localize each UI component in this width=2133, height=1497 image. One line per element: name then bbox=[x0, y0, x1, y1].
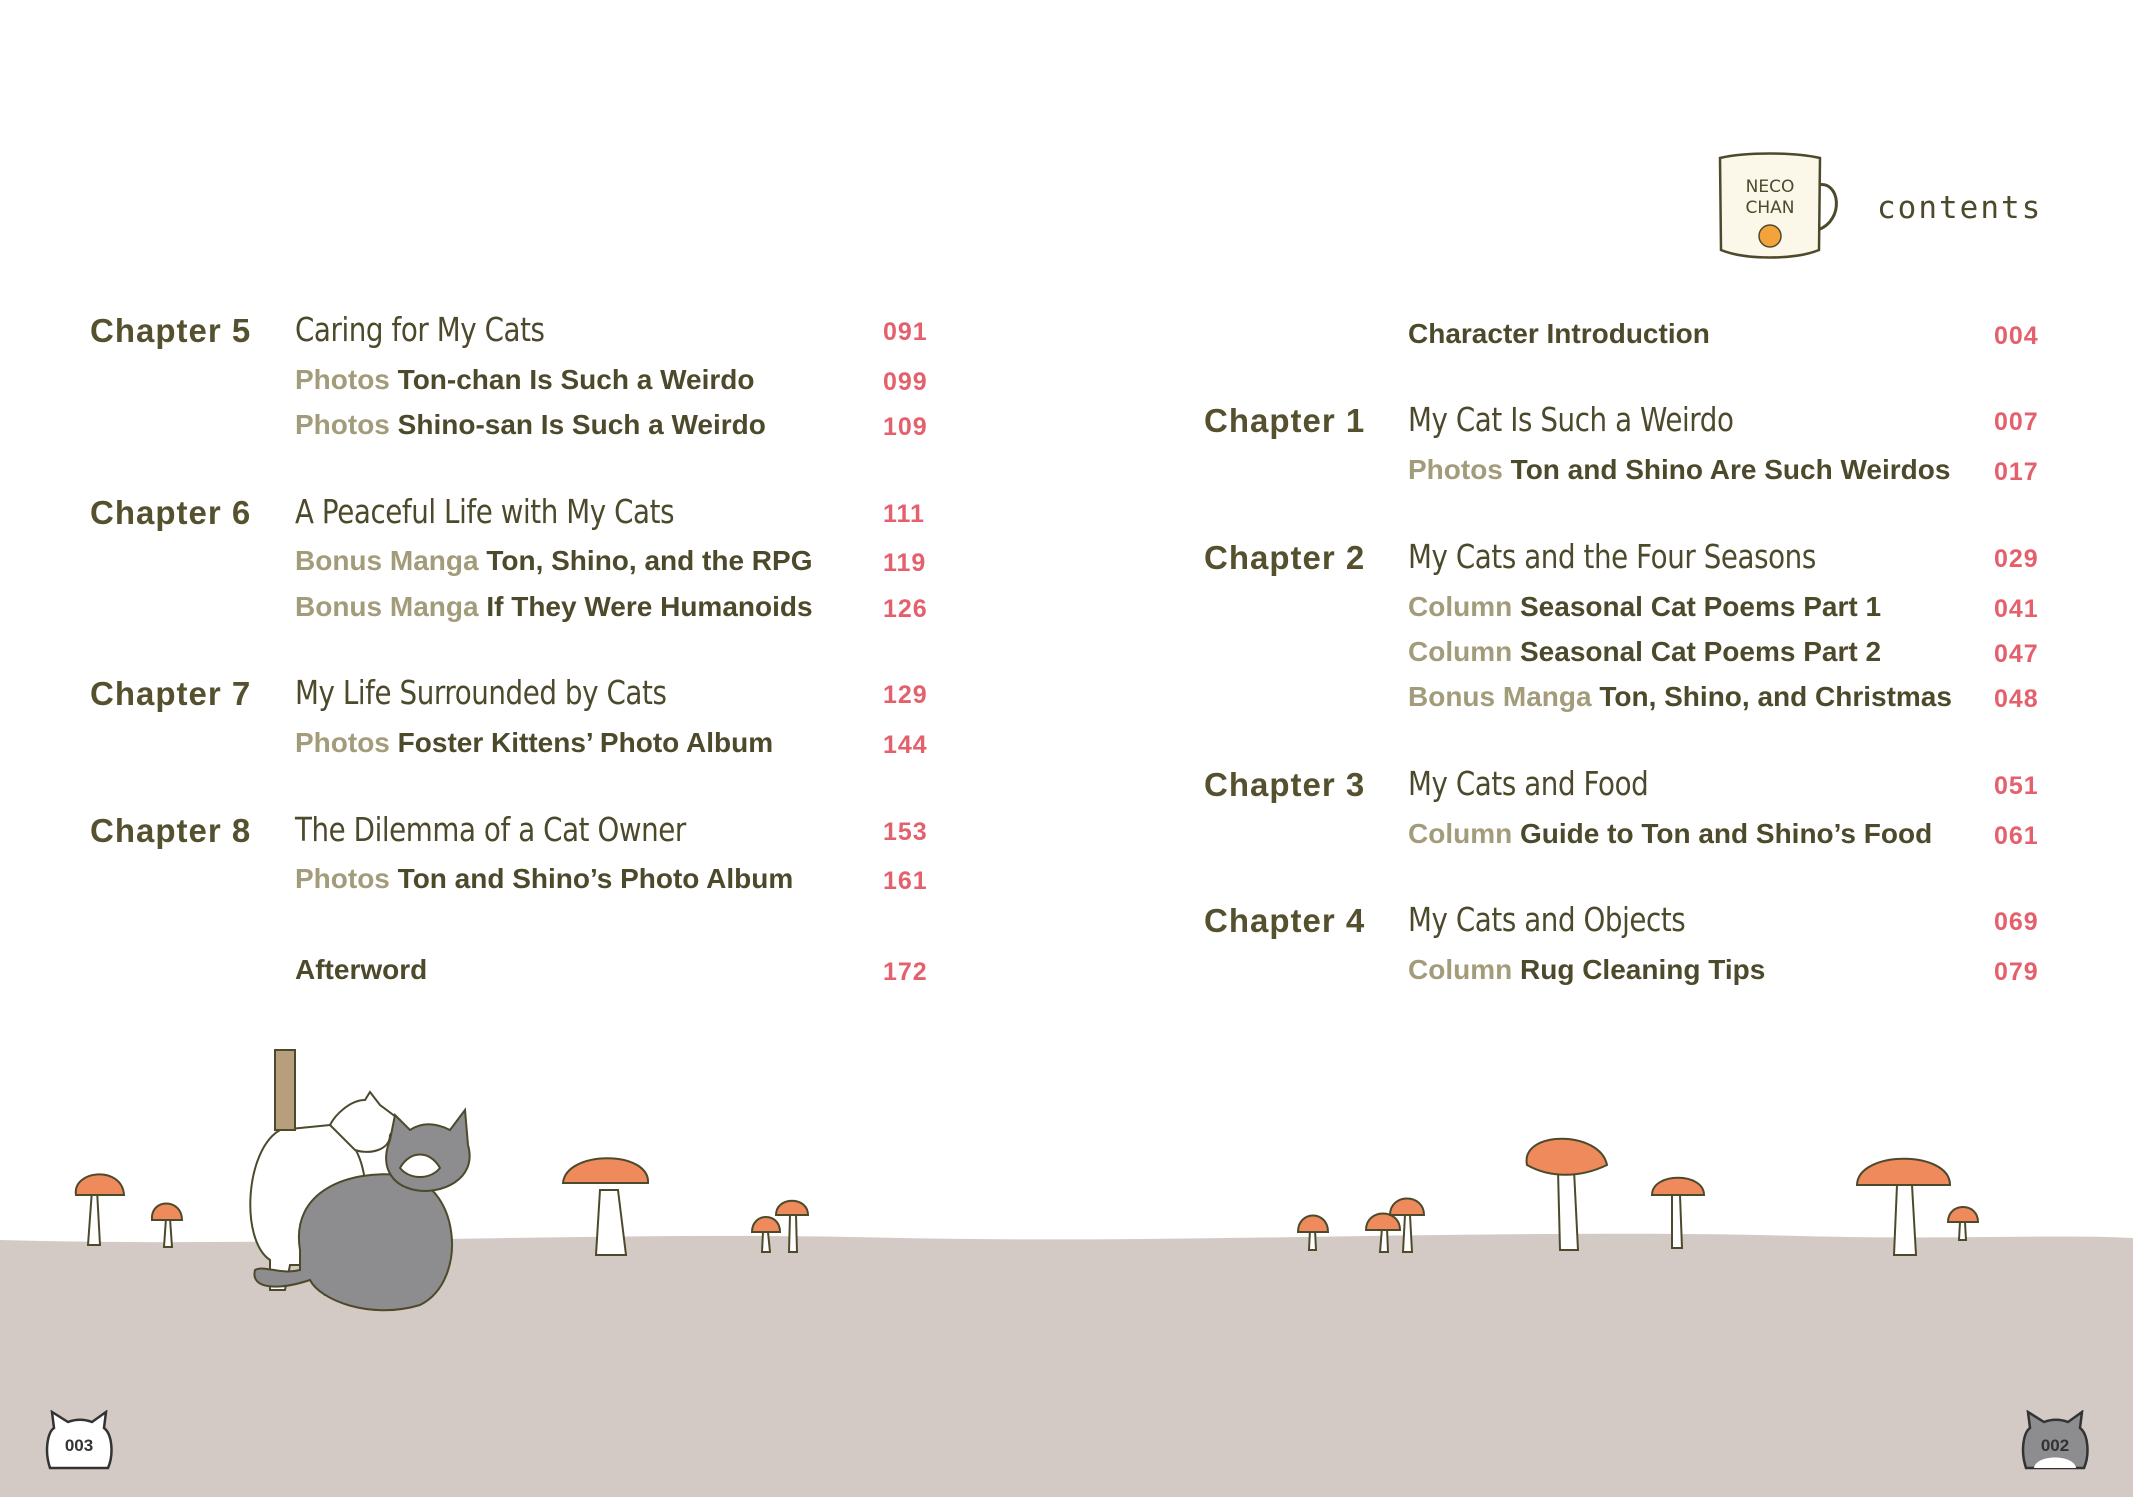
toc-chapter-1[interactable] bbox=[1204, 402, 2050, 448]
toc-page-number: 061 bbox=[1994, 822, 2039, 850]
toc-chapter-6[interactable] bbox=[90, 494, 936, 540]
toc-subentry[interactable] bbox=[1408, 452, 2048, 498]
toc-chapter-8[interactable] bbox=[90, 812, 936, 858]
toc-page-number: 029 bbox=[1994, 545, 2039, 573]
toc-entry-afterword[interactable] bbox=[295, 952, 935, 998]
toc-subentry[interactable] bbox=[295, 589, 935, 635]
toc-chapter-5[interactable] bbox=[90, 312, 936, 358]
toc-page-number: 109 bbox=[883, 413, 928, 441]
toc-page-number: 172 bbox=[883, 958, 928, 986]
mug-text-line1: NECO bbox=[1745, 177, 1795, 197]
toc-page-number: 048 bbox=[1994, 685, 2039, 713]
mushroom-icon bbox=[1652, 1178, 1704, 1248]
subentry-tag: Bonus Manga bbox=[295, 591, 479, 622]
contents-heading: contents bbox=[1877, 190, 2043, 226]
chapter-label: Chapter 6 bbox=[90, 494, 252, 531]
toc-subentry[interactable] bbox=[1408, 679, 2048, 725]
subentry-text: If They Were Humanoids bbox=[486, 591, 813, 622]
chapter-label: Chapter 4 bbox=[1204, 902, 1366, 939]
toc-page-number: 069 bbox=[1994, 908, 2039, 936]
subentry-tag: Photos bbox=[295, 409, 390, 440]
toc-page-number: 007 bbox=[1994, 408, 2039, 436]
subentry-tag: Bonus Manga bbox=[1408, 681, 1592, 712]
subentry-text: Rug Cleaning Tips bbox=[1520, 954, 1766, 985]
subentry-text: Seasonal Cat Poems Part 2 bbox=[1520, 636, 1882, 667]
toc-entry-label: Character Introduction bbox=[1408, 318, 1710, 349]
toc-page-number: 079 bbox=[1994, 958, 2039, 986]
toc-subentry[interactable] bbox=[295, 543, 935, 589]
subentry-tag: Column bbox=[1408, 636, 1513, 667]
mushroom-icon bbox=[152, 1204, 182, 1248]
subentry-tag: Bonus Manga bbox=[295, 545, 479, 576]
subentry-tag: Column bbox=[1408, 818, 1513, 849]
chapter-title: My Cats and the Four Seasons bbox=[1408, 537, 1816, 576]
toc-page-number: 129 bbox=[883, 681, 928, 709]
toc-page-number: 111 bbox=[883, 500, 925, 528]
chapter-title: My Cat Is Such a Weirdo bbox=[1408, 400, 1734, 439]
subentry-tag: Photos bbox=[295, 727, 390, 758]
toc-chapter-2[interactable] bbox=[1204, 539, 2050, 585]
mushroom-icon bbox=[1857, 1159, 1950, 1255]
toc-subentry[interactable] bbox=[1408, 589, 2048, 635]
chapter-title: The Dilemma of a Cat Owner bbox=[295, 810, 686, 849]
toc-chapter-4[interactable] bbox=[1204, 902, 2050, 948]
toc-page-number: 099 bbox=[883, 368, 928, 396]
mushroom-icon bbox=[1948, 1207, 1978, 1240]
toc-subentry[interactable] bbox=[1408, 952, 2048, 998]
mug-text-line2: CHAN bbox=[1745, 198, 1795, 218]
toc-page-number: 153 bbox=[883, 818, 928, 846]
subentry-text: Ton, Shino, and the RPG bbox=[486, 545, 813, 576]
toc-page-number: 126 bbox=[883, 595, 928, 623]
subentry-text: Guide to Ton and Shino’s Food bbox=[1520, 818, 1933, 849]
chapter-title: Caring for My Cats bbox=[295, 310, 545, 349]
subentry-text: Ton and Shino’s Photo Album bbox=[397, 863, 794, 894]
chapter-label: Chapter 2 bbox=[1204, 539, 1366, 576]
mushroom-icon bbox=[563, 1158, 648, 1255]
toc-subentry[interactable] bbox=[295, 407, 935, 453]
page-folio-left bbox=[44, 1410, 114, 1474]
mushroom-icon bbox=[1527, 1139, 1607, 1250]
subentry-text: Ton, Shino, and Christmas bbox=[1599, 681, 1952, 712]
subentry-text: Shino-san Is Such a Weirdo bbox=[397, 409, 766, 440]
toc-subentry[interactable] bbox=[1408, 634, 2048, 680]
subentry-tag: Column bbox=[1408, 591, 1513, 622]
neco-chan-mug-icon bbox=[1715, 150, 1850, 265]
toc-chapter-7[interactable] bbox=[90, 675, 936, 721]
toc-subentry[interactable] bbox=[295, 725, 935, 771]
subentry-text: Seasonal Cat Poems Part 1 bbox=[1520, 591, 1882, 622]
chapter-title: A Peaceful Life with My Cats bbox=[295, 492, 675, 531]
page-folio-right bbox=[2020, 1410, 2090, 1474]
toc-entry-intro[interactable] bbox=[1408, 316, 2048, 362]
mushroom-icon bbox=[76, 1174, 124, 1245]
chapter-title: My Life Surrounded by Cats bbox=[295, 673, 667, 712]
toc-subentry[interactable] bbox=[295, 362, 935, 408]
toc-chapter-3[interactable] bbox=[1204, 766, 2050, 812]
chapter-label: Chapter 7 bbox=[90, 675, 252, 712]
mushroom-icon bbox=[1298, 1199, 1424, 1253]
chapter-label: Chapter 3 bbox=[1204, 766, 1366, 803]
cats-illustration bbox=[240, 1040, 490, 1330]
toc-page-number: 051 bbox=[1994, 772, 2039, 800]
subentry-tag: Photos bbox=[295, 863, 390, 894]
toc-page-number: 004 bbox=[1994, 322, 2039, 350]
toc-page-number: 091 bbox=[883, 318, 928, 346]
toc-page-number: 119 bbox=[883, 549, 927, 577]
toc-entry-label: Afterword bbox=[295, 954, 428, 985]
toc-subentry[interactable] bbox=[1408, 816, 2048, 862]
chapter-label: Chapter 1 bbox=[1204, 402, 1366, 439]
subentry-text: Foster Kittens’ Photo Album bbox=[397, 727, 774, 758]
toc-subentry[interactable] bbox=[295, 861, 935, 907]
chapter-label: Chapter 8 bbox=[90, 812, 252, 849]
subentry-tag: Column bbox=[1408, 954, 1513, 985]
page-number: 002 bbox=[2040, 1436, 2070, 1455]
subentry-tag: Photos bbox=[295, 364, 390, 395]
mushroom-icon bbox=[752, 1201, 808, 1252]
toc-page-number: 017 bbox=[1994, 458, 2039, 486]
chapter-label: Chapter 5 bbox=[90, 312, 252, 349]
subentry-text: Ton and Shino Are Such Weirdos bbox=[1510, 454, 1951, 485]
page-number: 003 bbox=[64, 1436, 94, 1455]
toc-page-number: 041 bbox=[1994, 595, 2039, 623]
subentry-text: Ton-chan Is Such a Weirdo bbox=[397, 364, 755, 395]
toc-page-number: 161 bbox=[883, 867, 928, 895]
subentry-tag: Photos bbox=[1408, 454, 1503, 485]
chapter-title: My Cats and Food bbox=[1408, 764, 1649, 803]
chapter-title: My Cats and Objects bbox=[1408, 900, 1686, 939]
toc-page-number: 144 bbox=[883, 731, 928, 759]
toc-page-number: 047 bbox=[1994, 640, 2039, 668]
